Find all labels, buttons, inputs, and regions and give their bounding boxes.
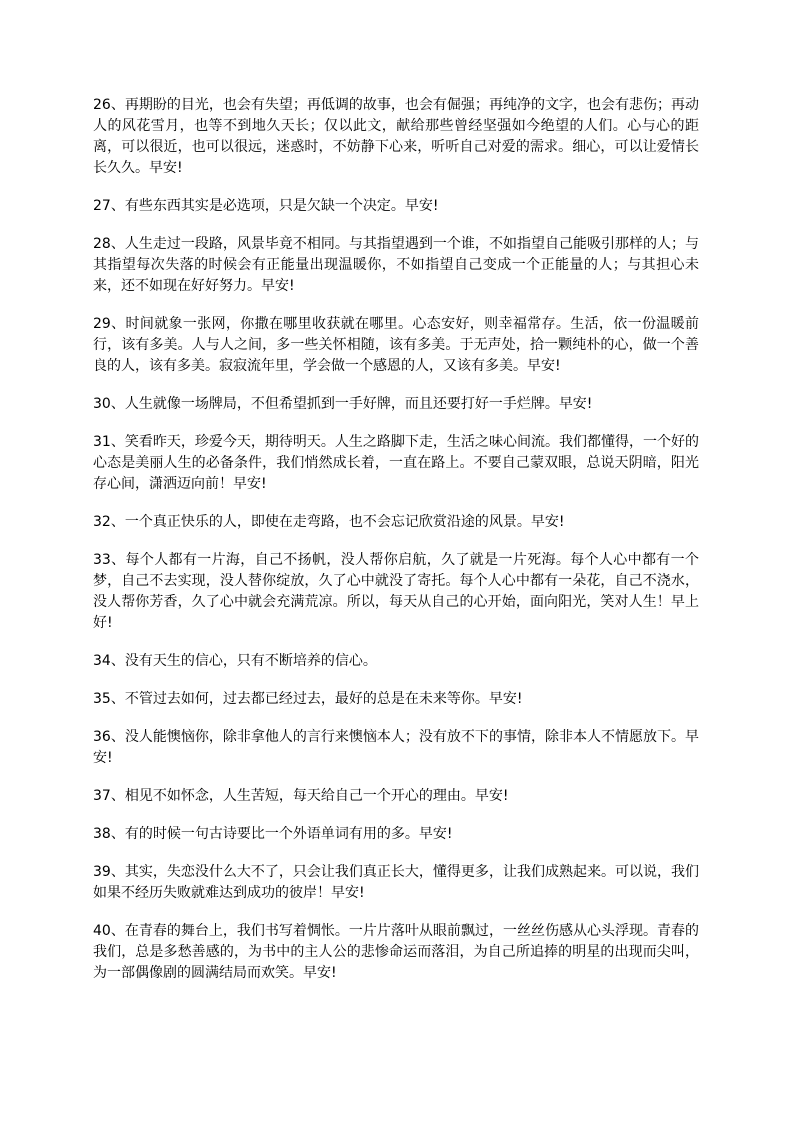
paragraph-30: 30、人生就像一场牌局，不但希望抓到一手好牌，而且还要打好一手烂牌。早安! [93,396,593,412]
paragraph-37: 37、相见不如怀念，人生苦短，每天给自己一个开心的理由。早安! [93,788,509,804]
paragraph-26: 26、再期盼的目光，也会有失望；再低调的故事，也会有倔强；再纯净的文字，也会有悲伤；再动人的风花雪月，也等不到地久天长；仅以此文，献给那些曾经坚强如今绝望的人们。心与心的距离，可以很近，也可以很远，迷惑时，不妨静下心来，听听自己对爱的需求。细心，可以让爱情长长久久。早安! [93,97,699,176]
paragraph-34: 34、没有天生的信心，只有不断培养的信心。 [93,653,377,669]
paragraph-39: 39、其实，失恋没什么大不了，只会让我们真正长大，懂得更多，让我们成熟起来。可以说，我们如果不经历失败就难达到成功的彼岸！早安! [93,864,699,901]
paragraph-35: 35、不管过去如何，过去都已经过去，最好的总是在未来等你。早安! [93,691,523,707]
paragraph-31: 31、笑看昨天，珍爱今天，期待明天。人生之路脚下走，生活之味心间流。我们都懂得，一个好的心态是美丽人生的必备条件，我们悄然成长着，一直在路上。不要自己蒙双眼，总说天阴暗，阳光存心间，潇洒迈向前！早安! [93,434,699,492]
paragraph-38: 38、有的时候一句古诗要比一个外语单词有用的多。早安! [93,826,453,842]
paragraph-28: 28、人生走过一段路，风景毕竟不相同。与其指望遇到一个谁，不如指望自己能吸引那样的人；与其指望每次失落的时候会有正能量出现温暖你，不如指望自己变成一个正能量的人；与其担心未来，还不如现在好好努力。早安! [93,236,699,294]
paragraph-27: 27、有些东西其实是必选项，只是欠缺一个决定。早安! [93,198,439,214]
paragraph-32: 32、一个真正快乐的人，即使在走弯路，也不会忘记欣赏沿途的风景。早安! [93,514,565,530]
paragraph-36: 36、没人能懊恼你，除非拿他人的言行来懊恼本人；没有放不下的事情，除非本人不情愿放下。早安! [93,729,699,766]
paragraph-33: 33、每个人都有一片海，自己不扬帆，没人帮你启航，久了就是一片死海。每个人心中都有一个梦，自己不去实现，没人替你绽放，久了心中就没了寄托。每个人心中都有一朵花，自己不浇水，没人帮你芳香，久了心中就会充满荒凉。所以，每天从自己的心开始，面向阳光，笑对人生！早上好! [93,552,699,631]
paragraph-40: 40、在青春的舞台上，我们书写着惆怅。一片片落叶从眼前飘过，一丝丝伤感从心头浮现。青春的我们，总是多愁善感的，为书中的主人公的悲惨命运而落泪，为自己所追捧的明星的出现而尖叫，为一部偶像剧的圆满结局而欢笑。早安! [93,923,699,981]
paragraph-29: 29、时间就象一张网，你撒在哪里收获就在哪里。心态安好，则幸福常存。生活，依一份温暖前行，该有多美。人与人之间，多一些关怀相随，该有多美。于无声处，拾一颗纯朴的心，做一个善良的人，该有多美。寂寂流年里，学会做一个感恩的人，又该有多美。早安! [93,316,699,374]
document-page [93,95,699,1001]
